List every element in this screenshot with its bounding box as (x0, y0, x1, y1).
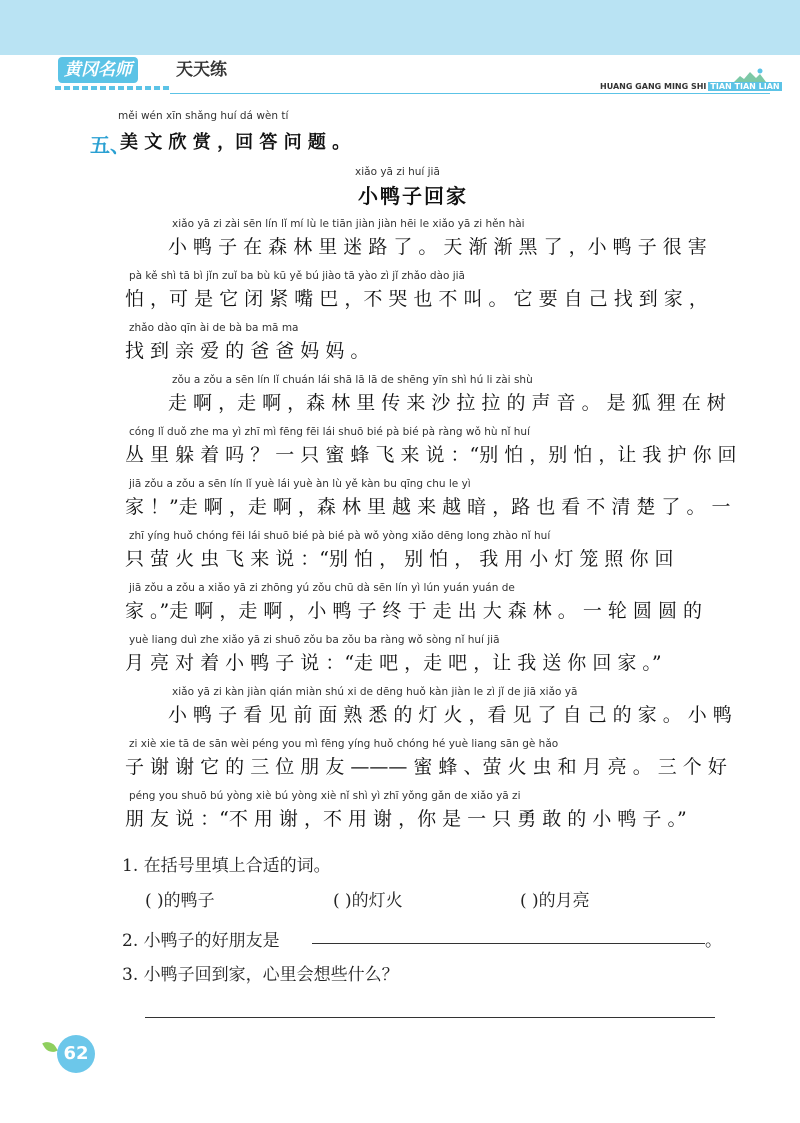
story-line-text: 走 啊 ，走 啊 ，森 林 里 传 来 沙 拉 拉 的 声 音 。 是 狐 狸 在 树 (168, 392, 726, 414)
question-3: 3. 小鸭子回到家，心里会想些什么？ (122, 965, 399, 985)
section-title: 美 文 欣 赏 ，回 答 问 题 。 (120, 132, 351, 153)
story-line-text: 月 亮 对 着 小 鸭 子 说 ：“走 吧 ，走 吧 ，让 我 送 你 回 家 。” (125, 652, 662, 674)
question-1: 1. 在括号里填上合适的词。 (122, 856, 331, 876)
story-line-text: 丛 里 躲 着 吗 ？ 一 只 蜜 蜂 飞 来 说 ：“别 怕 ，别 怕 ，让 我 护 你 回 (125, 444, 737, 466)
story-line-pinyin: zi xiè xie tā de sān wèi péng you mì fēng yíng huǒ chóng hé yuè liang sān gè hǎo (129, 738, 559, 750)
story-line-text: 怕 ，可 是 它 闭 紧 嘴 巴 ，不 哭 也 不 叫 。 它 要 自 己 找 到 家 ， (125, 288, 708, 310)
blank-duck[interactable]: ( )的鸭子 (145, 891, 215, 911)
story-line-pinyin: jiā zǒu a zǒu a sēn lín lǐ yuè lái yuè àn lù yě kàn bu qīng chu le yì (129, 478, 471, 490)
story-title: 小鸭子回家 (358, 184, 468, 208)
story-line-pinyin: zhǎo dào qīn ài de bà ba mā ma (129, 322, 299, 334)
story-line-pinyin: xiǎo yā zi zài sēn lín lǐ mí lù le tiān jiàn jiàn hēi le xiǎo yā zi hěn hài (172, 218, 525, 230)
story-line-text: 小 鸭 子 在 森 林 里 迷 路 了 。 天 渐 渐 黑 了 ，小 鸭 子 很 害 (168, 236, 707, 258)
leaf-icon (42, 1038, 58, 1055)
story-line-text: 找 到 亲 爱 的 爸 爸 妈 妈 。 (125, 340, 370, 362)
brand-logo: 黄冈名师 (58, 57, 138, 83)
story-line-text: 朋 友 说 ：“不 用 谢 ，不 用 谢 ，你 是 一 只 勇 敢 的 小 鸭 子 。” (125, 808, 687, 830)
blank-moon[interactable]: ( )的月亮 (520, 891, 590, 911)
story-line-text: 家 ！”走 啊 ，走 啊 ，森 林 里 越 来 越 暗 ，路 也 看 不 清 楚 了 。 一 (125, 496, 731, 518)
blank-light[interactable]: ( )的灯火 (333, 891, 403, 911)
story-line-text: 小 鸭 子 看 见 前 面 熟 悉 的 灯 火 ，看 见 了 自 己 的 家 。 小 鸭 (168, 704, 732, 726)
story-line-pinyin: zǒu a zǒu a sēn lín lǐ chuán lái shā lā lā de shēng yīn shì hú li zài shù (172, 374, 533, 386)
page-number: 62 (57, 1035, 95, 1073)
header-stripes (55, 86, 170, 90)
story-line-text: 只 萤 火 虫 飞 来 说 ：“别 怕 ， 别 怕 ， 我 用 小 灯 笼 照 你 回 (125, 548, 674, 570)
skyline-icon (734, 68, 766, 82)
story-line-pinyin: pà kě shì tā bì jǐn zuǐ ba bù kū yě bú jiào tā yào zì jǐ zhǎo dào jiā (129, 270, 465, 282)
story-line-text: 家 。”走 啊 ，走 啊 ，小 鸭 子 终 于 走 出 大 森 林 。 一 轮 圆 圆 的 (125, 600, 703, 622)
story-title-pinyin: xiǎo yā zi huí jiā (355, 166, 440, 178)
header-rule (170, 93, 770, 94)
brand-subtitle: 天天练 (176, 60, 227, 80)
story-line-text: 子 谢 谢 它 的 三 位 朋 友 ——— 蜜 蜂 、萤 火 虫 和 月 亮 。 三 个 好 (125, 756, 727, 778)
story-line-pinyin: cóng lǐ duǒ zhe ma yì zhī mì fēng fēi lái shuō bié pà bié pà ràng wǒ hù nǐ huí (129, 426, 530, 438)
story-line-pinyin: zhī yíng huǒ chóng fēi lái shuō bié pà bié pà wǒ yòng xiǎo dēng long zhào nǐ huí (129, 530, 551, 542)
answer-line-3[interactable] (145, 1017, 715, 1018)
header-band (0, 0, 800, 55)
question-2: 2. 小鸭子的好朋友是 (122, 931, 280, 951)
question-2-end: 。 (705, 931, 722, 951)
brand-english: HUANG GANG MING SHI TIAN TIAN LIAN (600, 82, 780, 91)
story-line-pinyin: xiǎo yā zi kàn jiàn qián miàn shú xi de dēng huǒ kàn jiàn le zì jǐ de jiā xiǎo yā (172, 686, 578, 698)
story-line-pinyin: jiā zǒu a zǒu a xiǎo yā zi zhōng yú zǒu chū dà sēn lín yì lún yuán yuán de (129, 582, 515, 594)
section-pinyin: měi wén xīn shǎng huí dá wèn tí (118, 110, 289, 122)
section-number: 五、 (90, 133, 130, 157)
story-line-pinyin: péng you shuō bú yòng xiè bú yòng xiè nǐ shì yì zhī yǒng gǎn de xiǎo yā zi (129, 790, 521, 802)
story-line-pinyin: yuè liang duì zhe xiǎo yā zi shuō zǒu ba zǒu ba ràng wǒ sòng nǐ huí jiā (129, 634, 500, 646)
answer-line-2[interactable] (312, 943, 705, 944)
